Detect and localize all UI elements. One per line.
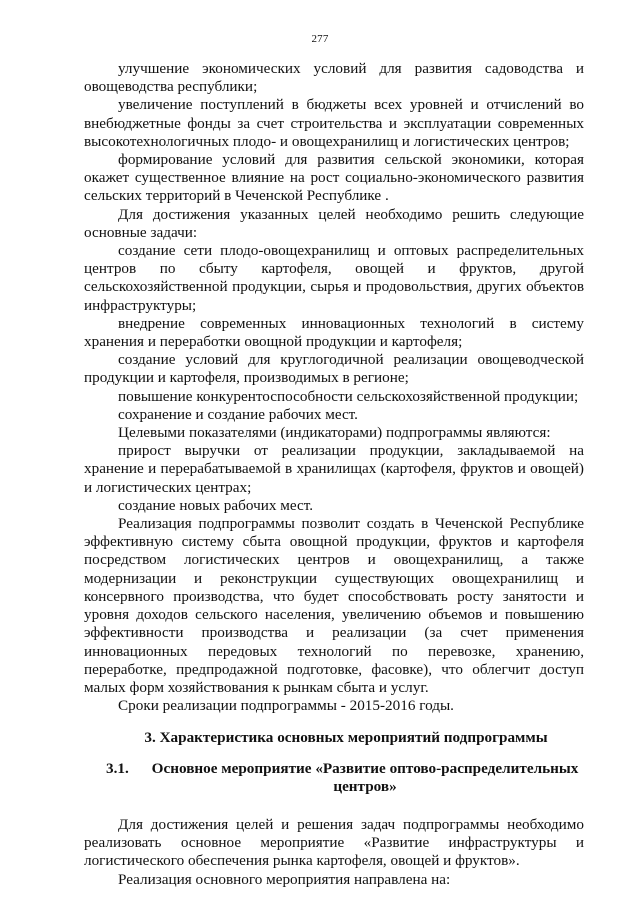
paragraph-indicator-jobs: создание новых рабочих мест. (118, 496, 313, 514)
paragraph-task-jobs: сохранение и создание рабочих мест. (118, 405, 358, 423)
paragraph-goal-rural-economy: формирование условий для развития сельской экономики, которая окажет существенное влияние на рост социально-экономического развития сельских территорий в Чеченской Республике . (84, 151, 584, 205)
page-number: 277 (311, 33, 329, 45)
paragraph-main-activity: Для достижения целей и решения задач подпрограммы необходимо реализовать основное мероприятие «Развитие инфраструктуры и логистического обеспечения рынка картофеля, овощей и фруктов». (84, 815, 584, 870)
paragraph-task-competitiveness: повышение конкурентоспособности сельскохозяйственной продукции; (118, 387, 579, 405)
section-3-1-heading (84, 760, 584, 796)
paragraph-implementation-effect: Реализация подпрограммы позволит создать в Чеченской Республике эффективную систему сбыта овощной продукции, фруктов и картофеля посредством логистических центров и овощехранилищ, а также модернизации и реконструкции существующих овощехранилищ и консервного производства, что будет способствовать росту занятости и уровня доходов сельского населения, увеличению объемов и повышению эффективности производства и реализации (за счет применения инновационных передовых технологий по перевозке, хранению, переработке, предпродажной подготовке, фасовке), что облегчит доступ малых форм хозяйствования к рынкам сбыта и услуг. (84, 515, 584, 696)
page-body (84, 60, 584, 889)
paragraph-tasks-intro: Для достижения указанных целей необходимо решить следующие основные задачи: (84, 205, 584, 241)
paragraph-indicators-intro: Целевыми показателями (индикаторами) подпрограммы являются: (118, 424, 551, 442)
paragraph-indicator-revenue: прирост выручки от реализации продукции, закладываемой на хранение и перерабатываемой в хранилищах (картофеля, фруктов и овощей) и логистических центрах; (84, 442, 584, 496)
section-3-heading: 3. Характеристика основных мероприятий подпрограммы (144, 729, 548, 747)
paragraph-task-year-round: создание условий для круглогодичной реализации овощеводческой продукции и картофеля, производимых в регионе; (84, 351, 584, 387)
paragraph-goal-budget-revenue: увеличение поступлений в бюджеты всех уровней и отчислений во внебюджетные фонды за счет строительства и эксплуатации современных высокотехнологичных плодо- и овощехранилищ и логистических центров; (84, 96, 584, 150)
section-3-1-number: 3.1. (106, 759, 129, 777)
paragraph-task-storage-network: создание сети плодо-овощехранилищ и оптовых распределительных центров по сбыту картофеля, овощей и фруктов, другой сельскохозяйственной продукции, сырья и продовольствия, других объектов инфраструктуры; (84, 242, 584, 314)
paragraph-task-innovation: внедрение современных инновационных технологий в систему хранения и переработки овощной продукции и картофеля; (84, 314, 584, 351)
paragraph-main-activity-directed: Реализация основного мероприятия направлена на: (118, 870, 451, 888)
paragraph-implementation-period: Сроки реализации подпрограммы - 2015-2016 годы. (118, 697, 454, 715)
paragraph-goal-economic-conditions: улучшение экономических условий для развития садоводства и овощеводства республики; (84, 60, 584, 96)
section-3-1-title: Основное мероприятие «Развитие оптово-распределительных центров» (151, 759, 579, 795)
